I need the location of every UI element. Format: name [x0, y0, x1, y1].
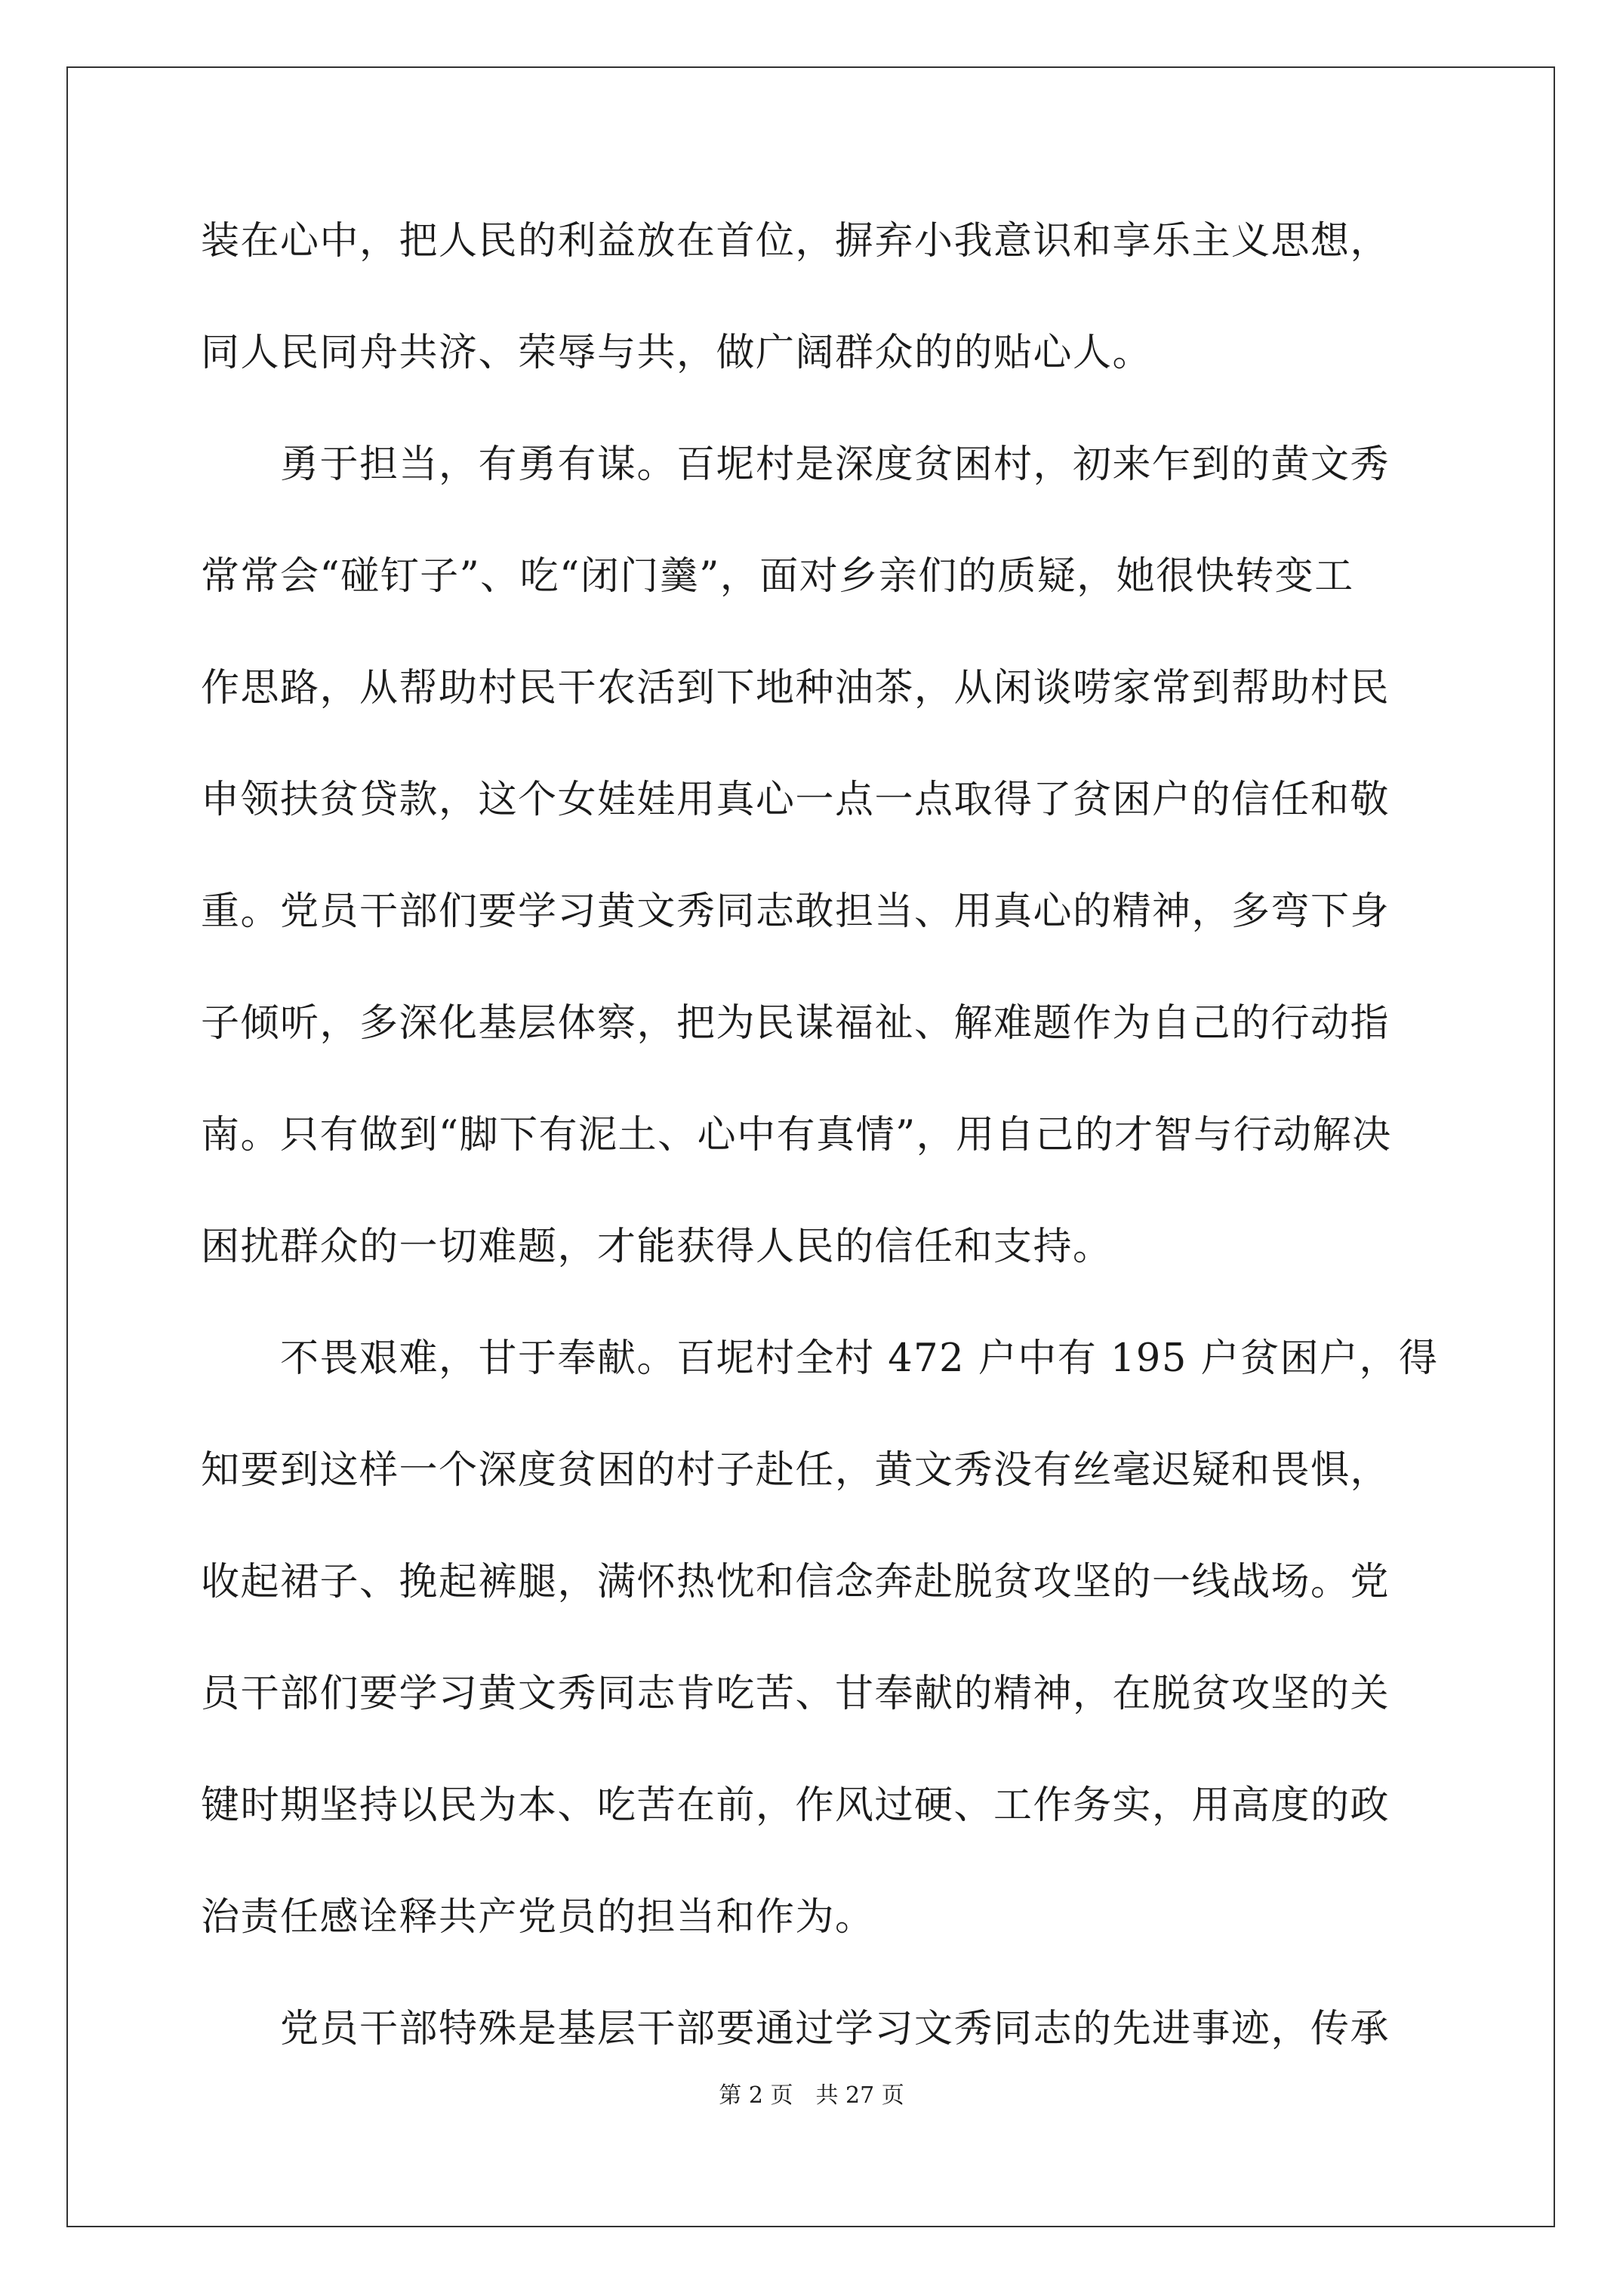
text-line: 勇于担当，有勇有谋。百坭村是深度贫困村，初来乍到的黄文秀 — [201, 442, 1390, 487]
document-body — [201, 219, 1439, 2119]
text-line: 员干部们要学习黄文秀同志肯吃苦、甘奉献的精神，在脱贫攻坚的关 — [201, 1672, 1390, 1716]
page-number: 第 2 页 — [719, 2082, 793, 2109]
text-line: 键时期坚持以民为本、吃苦在前，作风过硬、工作务实，用高度的政 — [201, 1783, 1390, 1828]
text-line: 装在心中，把人民的利益放在首位，摒弃小我意识和享乐主义思想， — [201, 219, 1390, 264]
text-line: 南。只有做到“脚下有泥土、心中有真情”，用自己的才智与行动解决 — [201, 1113, 1392, 1157]
text-line: 不畏艰难，甘于奉献。百坭村全村 472 户中有 195 户贫困户，得 — [201, 1336, 1439, 1381]
text-line: 知要到这样一个深度贫困的村子赴任，黄文秀没有丝毫迟疑和畏惧， — [201, 1448, 1390, 1493]
text-line: 重。党员干部们要学习黄文秀同志敢担当、用真心的精神，多弯下身 — [201, 889, 1390, 934]
text-line: 申领扶贫贷款，这个女娃娃用真心一点一点取得了贫困户的信任和敬 — [201, 778, 1390, 822]
text-line: 同人民同舟共济、荣辱与共，做广阔群众的的贴心人。 — [201, 331, 1153, 375]
page-footer — [0, 2082, 1623, 2110]
page-total: 共 27 页 — [815, 2082, 904, 2109]
text-line: 作思路，从帮助村民干农活到下地种油茶，从闲谈唠家常到帮助村民 — [201, 666, 1390, 710]
text-line: 党员干部特殊是基层干部要通过学习文秀同志的先进事迹，传承 — [201, 2007, 1390, 2051]
text-line: 困扰群众的一切难题，才能获得人民的信任和支持。 — [201, 1225, 1113, 1269]
text-line: 常常会“碰钉子”、吃“闭门羹”，面对乡亲们的质疑，她很快转变工 — [201, 554, 1354, 599]
text-line: 子倾听，多深化基层体察，把为民谋福祉、解难题作为自己的行动指 — [201, 1001, 1390, 1046]
text-line: 收起裙子、挽起裤腿，满怀热忱和信念奔赴脱贫攻坚的一线战场。党 — [201, 1560, 1390, 1604]
text-line: 治责任感诠释共产党员的担当和作为。 — [201, 1895, 875, 1940]
